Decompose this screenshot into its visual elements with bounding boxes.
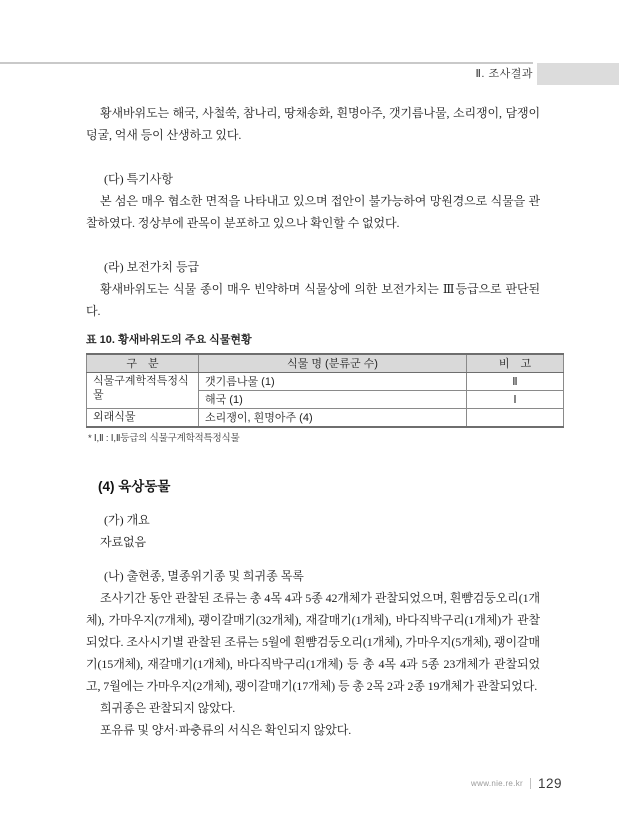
footer-separator bbox=[530, 778, 531, 789]
paragraph-ga: 자료없음 bbox=[100, 535, 146, 549]
plant-status-table bbox=[86, 353, 564, 428]
document-body bbox=[86, 102, 540, 741]
cell-plant: 해국 (1) bbox=[199, 391, 467, 409]
heading-ga: (가) 개요 bbox=[104, 513, 150, 527]
header-section-title: Ⅱ. 조사결과 bbox=[475, 68, 533, 80]
heading-ra: (라) 보전가치 등급 bbox=[104, 260, 200, 274]
header-tab-box bbox=[537, 63, 619, 85]
col-header-note: 비 고 bbox=[467, 354, 564, 373]
paragraph-na-2: 희귀종은 관찰되지 않았다. bbox=[100, 701, 236, 715]
footer-website: www.nie.re.kr bbox=[471, 779, 523, 788]
cell-plant: 소리쟁이, 흰명아주 (4) bbox=[199, 409, 467, 428]
heading-da: (다) 특기사항 bbox=[104, 172, 173, 186]
table-footnote: * Ⅰ,Ⅱ : Ⅰ,Ⅱ등급의 식물구계학적특정식물 bbox=[88, 433, 240, 444]
heading-na: (나) 출현종, 멸종위기종 및 희귀종 목록 bbox=[104, 569, 304, 583]
page-footer bbox=[471, 776, 562, 791]
cell-note: Ⅰ bbox=[467, 391, 564, 409]
paragraph-da: 본 섬은 매우 협소한 면적을 나타내고 있으며 접안이 불가능하여 망원경으로 식물을 관찰하였다. 정상부에 관목이 분포하고 있으나 확인할 수 없었다. bbox=[86, 194, 540, 230]
paragraph-na-3: 포유류 및 양서·파충류의 서식은 확인되지 않았다. bbox=[100, 723, 352, 737]
paragraph-ra: 황새바위도는 식물 종이 매우 빈약하며 식물상에 의한 보전가치는 Ⅲ등급으로 판단된다. bbox=[86, 282, 540, 318]
cell-plant: 갯기름나물 (1) bbox=[199, 373, 467, 391]
table-row bbox=[87, 373, 564, 391]
intro-paragraph: 황새바위도는 해국, 사철쑥, 참나리, 땅채송화, 흰명아주, 갯기름나물, 소리쟁이, 담쟁이덩굴, 억새 등이 산생하고 있다. bbox=[86, 106, 540, 142]
table-header-row bbox=[87, 354, 564, 373]
table-caption: 표 10. 황새바위도의 주요 식물현황 bbox=[86, 334, 252, 346]
table-row bbox=[87, 409, 564, 428]
header-rule bbox=[0, 62, 533, 64]
heading-section-4: (4) 육상동물 bbox=[98, 479, 171, 494]
cell-note: Ⅱ bbox=[467, 373, 564, 391]
footer-page-number: 129 bbox=[537, 776, 562, 791]
cell-note bbox=[467, 409, 564, 428]
col-header-plant-name: 식물 명 (분류군 수) bbox=[199, 354, 467, 373]
cell-category: 외래식물 bbox=[87, 409, 199, 428]
col-header-category: 구 분 bbox=[87, 354, 199, 373]
paragraph-na-1: 조사기간 동안 관찰된 조류는 총 4목 4과 5종 42개체가 관찰되었으며, 흰뺨검둥오리(1개체), 가마우지(7개체), 괭이갈매기(32개체), 재갈매기(1개체), 바다직박구리(1개체)가 관찰되었다. 조사시기별 관찰된 조류는 5월에 흰뺨검둥오리(1개체), 가마우지(5개체), 괭이갈매기(15개체), 재갈매기(1개체), 바다직박구리(1개체) 등 총 4목 4과 5종 23개체가 관찰되었고, 7월에는 가마우지(2개체), 괭이갈매기(17개체) 등 총 2목 2과 2종 19개체가 관찰되었다. bbox=[86, 591, 540, 693]
cell-category: 식물구계학적특정식물 bbox=[87, 373, 199, 409]
